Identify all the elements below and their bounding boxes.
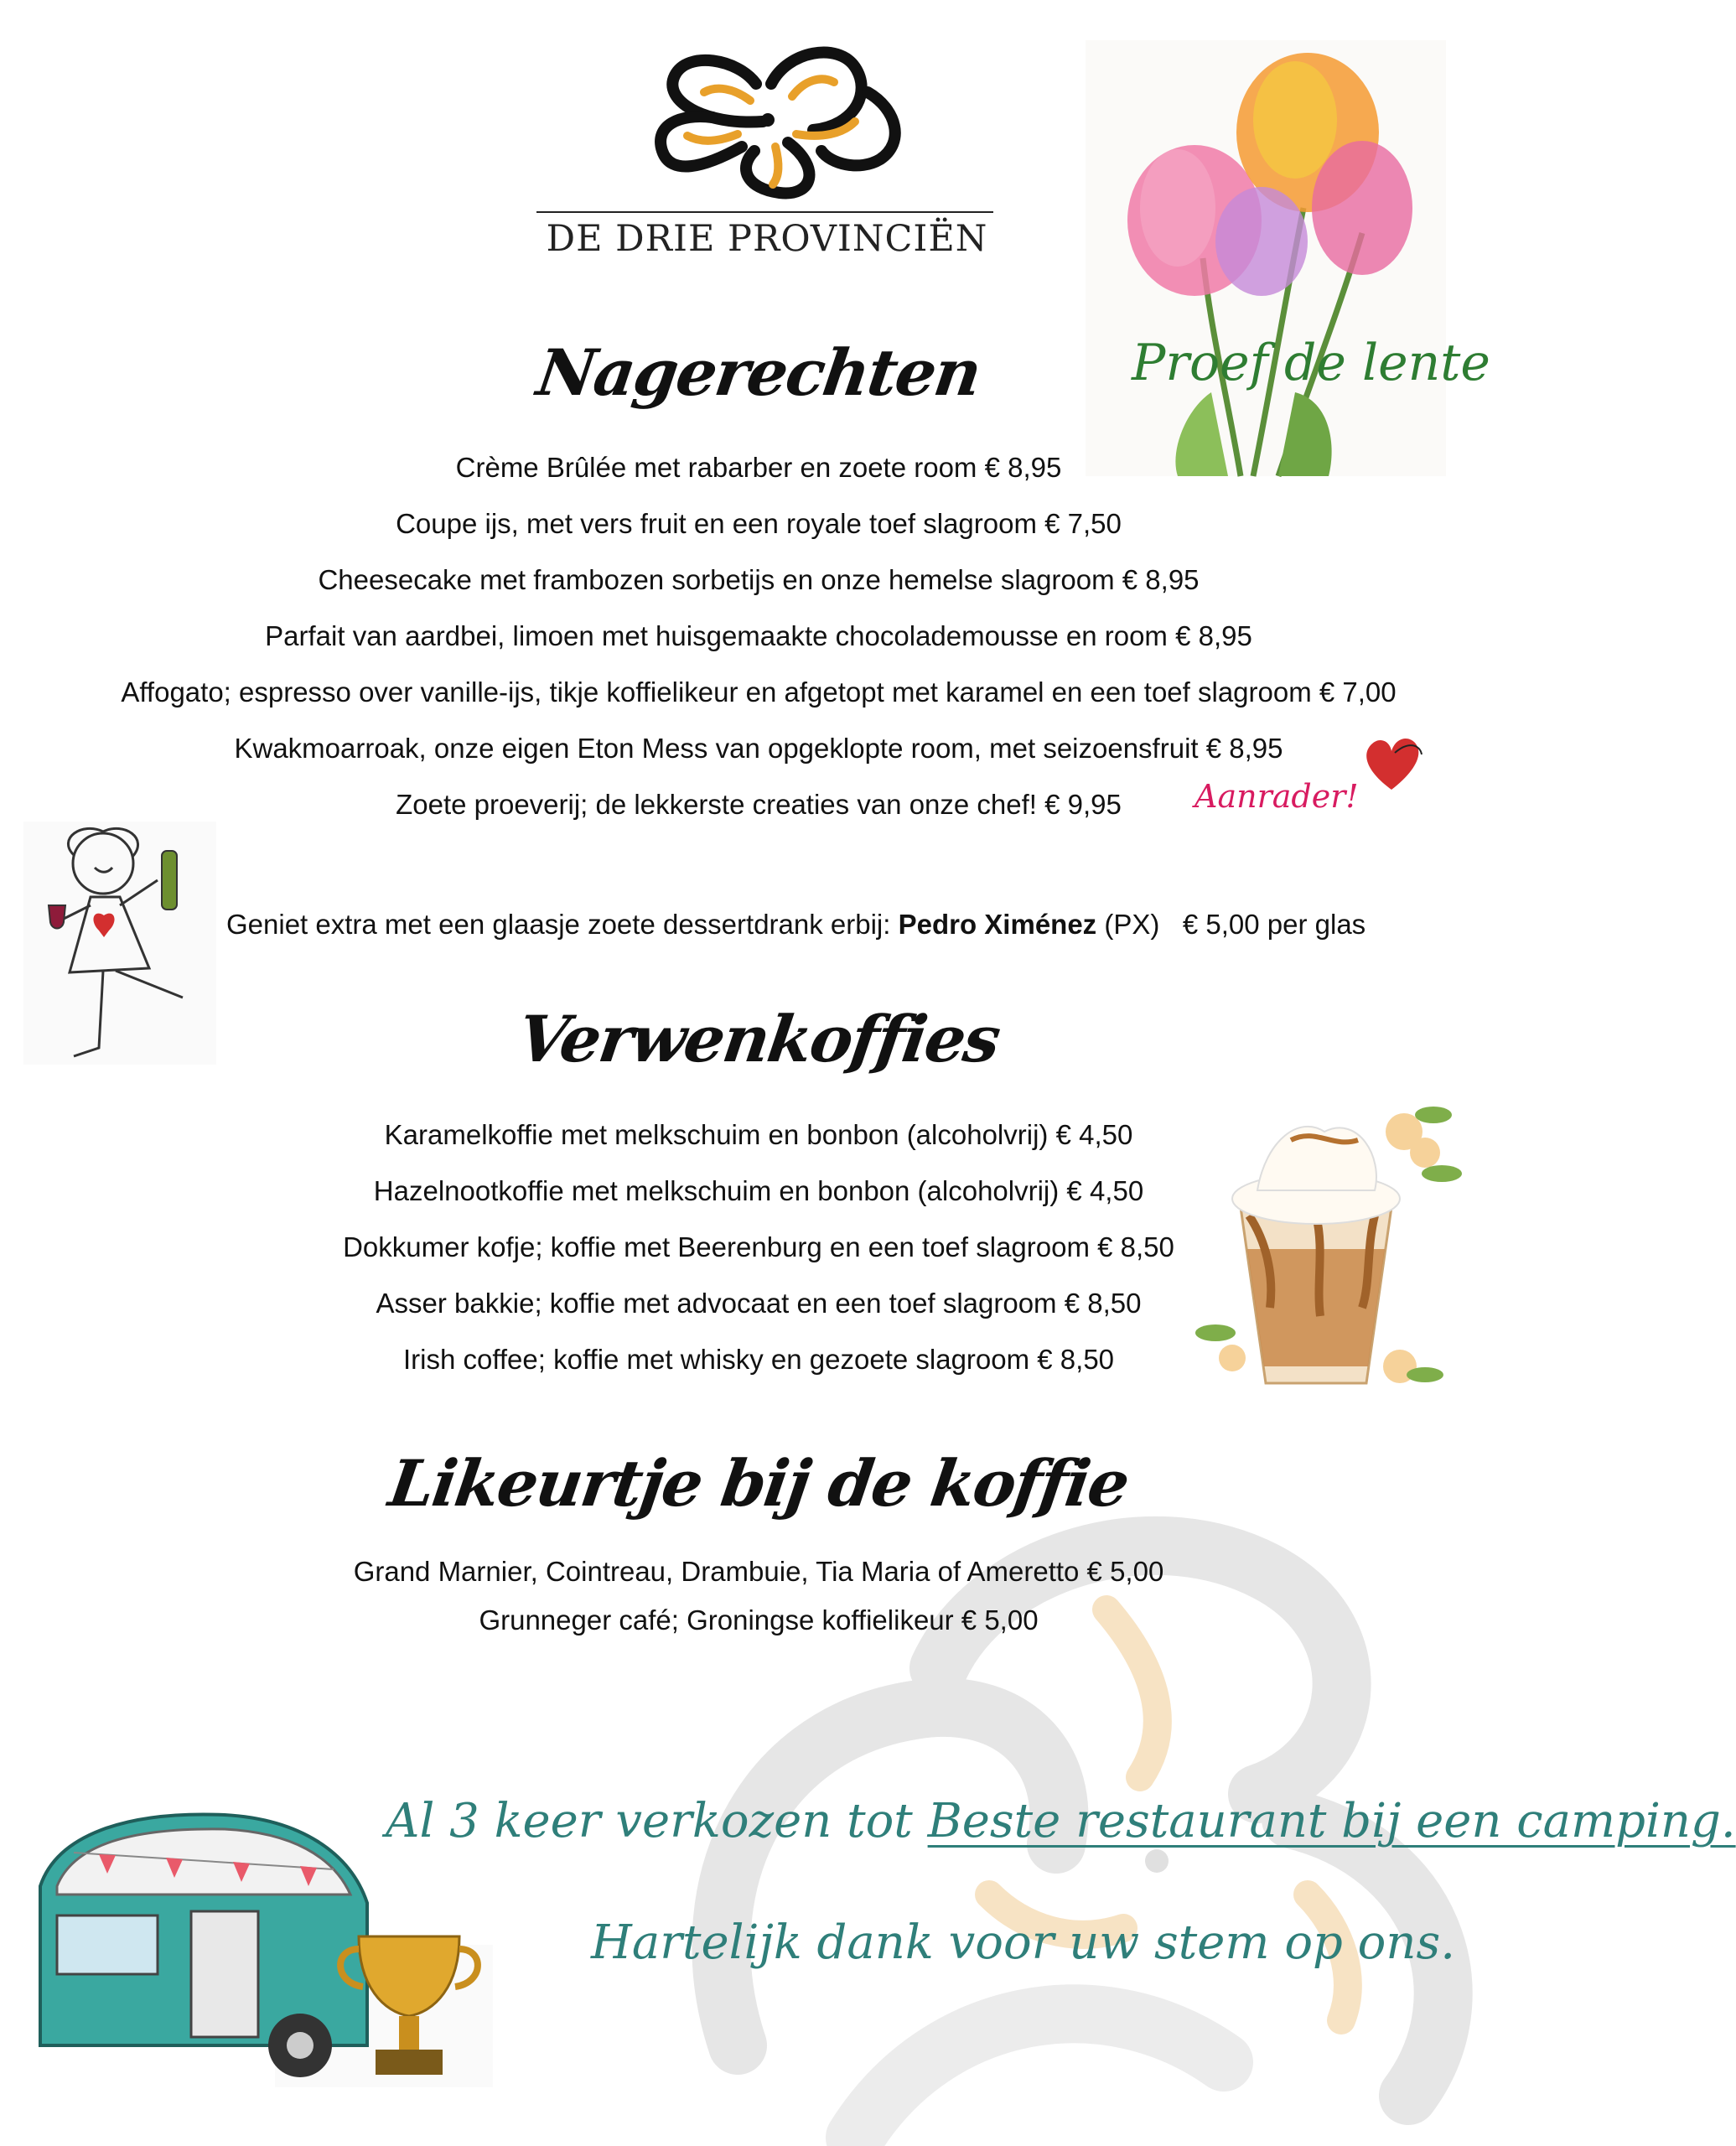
dessert-item: Parfait van aardbei, limoen met huisgemaakte chocolademousse en room € 8,95 (265, 620, 1252, 651)
coffee-item: Dokkumer kofje; koffie met Beerenburg en een toef slagroom € 8,50 (343, 1231, 1174, 1262)
logo-rule (536, 211, 993, 213)
dessert-item: Crème Brûlée met rabarber en zoete room € 8,95 (455, 452, 1062, 483)
recommendation-label: Aanrader! (1194, 778, 1359, 815)
iced-coffee-image (1190, 1081, 1467, 1400)
coffees-title: Verwenkoffies (513, 1002, 1004, 1076)
coffee-item: Karamelkoffie met melkschuim en bonbon (alcoholvrij) € 4,50 (384, 1119, 1133, 1150)
tulip-bouquet-image (1086, 40, 1490, 476)
dessert-wine-suffix: (PX) € 5,00 per glas (1096, 909, 1366, 940)
flower-logo-image (536, 34, 998, 201)
logo (536, 34, 998, 268)
award-prefix: Al 3 keer verkozen tot (386, 1794, 928, 1848)
coffee-item: Hazelnootkoffie met melkschuim en bonbon (alcoholvrij) € 4,50 (373, 1175, 1144, 1206)
logo-name: DE DRIE PROVINCIËN (546, 218, 988, 260)
thanks-line: Hartelijk dank voor uw stem op ons. (591, 1915, 1455, 1970)
liqueurs-title: Likeurtje bij de koffie (384, 1446, 1133, 1521)
dessert-wine-prefix: Geniet extra met een glaasje zoete dessertdrank erbij: (226, 909, 899, 940)
desserts-title: Nagerechten (532, 335, 985, 410)
dessert-item: Cheesecake met frambozen sorbetijs en onze hemelse slagroom € 8,95 (318, 564, 1200, 595)
dessert-item: Coupe ijs, met vers fruit en een royale toef slagroom € 7,50 (396, 508, 1122, 539)
dessert-item: Zoete proeverij; de lekkerste creaties van onze chef! € 9,95 (396, 789, 1122, 820)
heart-icon (1358, 729, 1425, 796)
award-line (386, 1794, 1736, 1848)
dessert-item: Affogato; espresso over vanille-ijs, tikje koffielikeur en afgetopt met karamel en een toef slagroom € 7,00 (121, 676, 1397, 708)
liqueur-item: Grunneger café; Groningse koffielikeur € 5,00 (479, 1604, 1039, 1635)
coffee-item: Irish coffee; koffie met whisky en gezoete slagroom € 8,50 (402, 1344, 1115, 1375)
coffee-item: Asser bakkie; koffie met advocaat en een toef slagroom € 8,50 (376, 1288, 1142, 1319)
dessert-wine-name: Pedro Ximénez (898, 909, 1097, 940)
dessert-wine-line (226, 908, 1365, 941)
award-link[interactable]: Beste restaurant bij een camping. (927, 1794, 1736, 1848)
dessert-item: Kwakmoarroak, onze eigen Eton Mess van opgeklopte room, met seizoensfruit € 8,95 (234, 733, 1283, 764)
spring-banner-text: Proef de lente (1132, 334, 1490, 392)
liqueur-item: Grand Marnier, Cointreau, Drambuie, Tia Maria of Ameretto € 5,00 (353, 1556, 1164, 1587)
